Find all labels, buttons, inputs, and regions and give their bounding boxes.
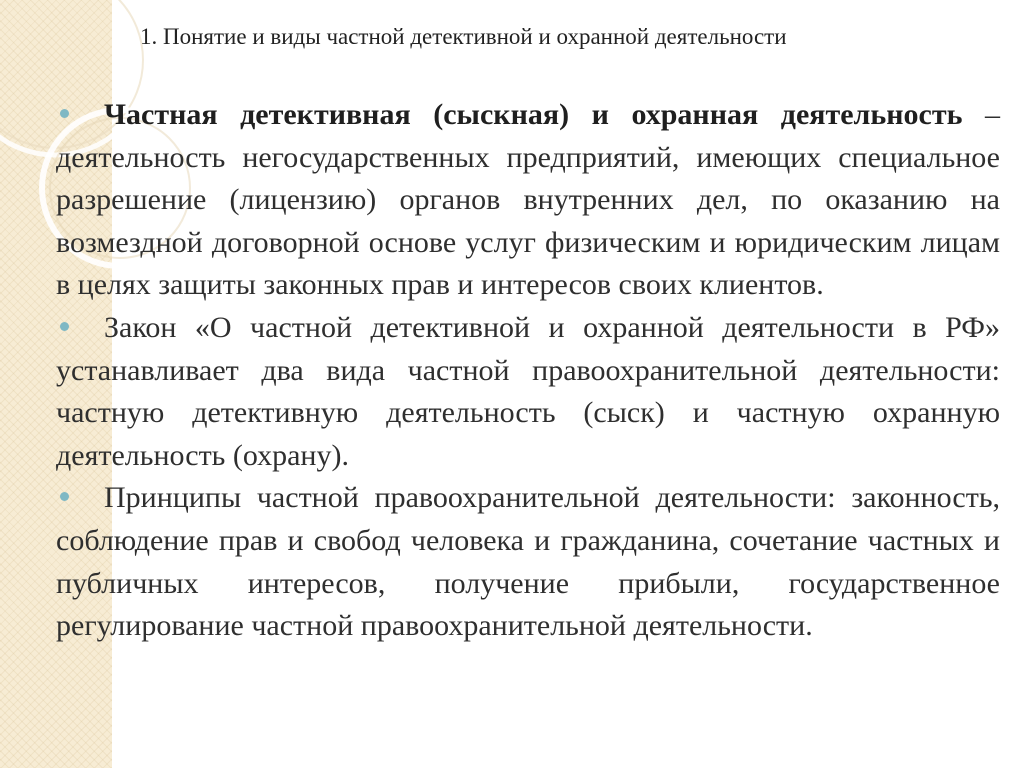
paragraph-definition (56, 94, 1000, 307)
slide-body (56, 94, 1000, 648)
law-text: Закон «О частной детективной и охранной деятельности в РФ» устанавливает два вида частной правоохранительной деятельности: частную детективную деятельность (сыск) и частную охранную деятельность (охрану). (56, 310, 1000, 472)
paragraph-law (56, 307, 1000, 477)
bullet-icon (60, 109, 69, 118)
bullet-icon (60, 322, 69, 331)
definition-term: Частная детективная (сыскная) и охранная деятельность (104, 98, 963, 131)
slide-title: 1. Понятие и виды частной детективной и охранной деятельности (140, 24, 787, 49)
principles-text: Принципы частной правоохранительной деятельности: законность, соблюдение прав и свобод человека и гражданина, сочетание частных и публичных интересов, получение прибыли, государственное регулирование частной правоохранительной деятельности. (56, 481, 1000, 643)
paragraph-principles (56, 477, 1000, 647)
bullet-icon (60, 492, 69, 501)
definition-text: – деятельность негосударственных предприятий, имеющих специальное разрешение (лицензию) органов внутренних дел, по оказанию на возмездной договорной основе услуг физическим и юридическим лицам в целях защиты законных прав и интересов своих клиентов. (56, 98, 1001, 302)
